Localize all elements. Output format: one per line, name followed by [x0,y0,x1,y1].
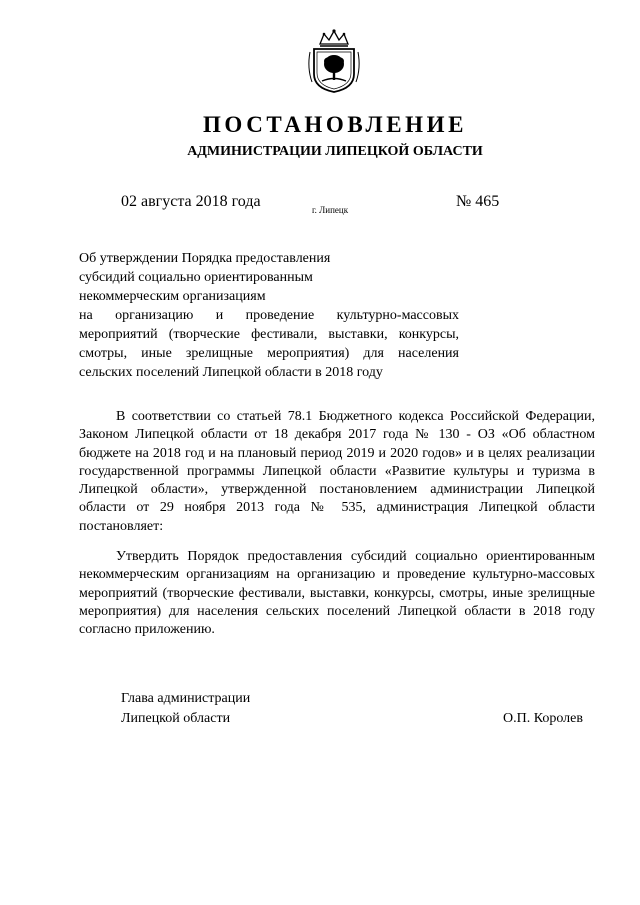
subject-line: сельских поселений Липецкой области в 2018 году [79,365,383,380]
preamble-paragraph: В соответствии со статьей 78.1 Бюджетного кодекса Российской Федерации, Законом Липецкой области от 18 декабря 2017 года № 130 - ОЗ «Об областном бюджете на 2018 год и на плановый период 2019 и 2020 годов» и в целях реализации государственной программы Липецкой области «Развитие культуры и туризма в Липецкой области», утвержденной постановлением администрации Липецкой области от 29 ноября 2013 года № 535, администрация Липецкой области постановляет: [79,409,595,534]
signatory-position-line: Глава администрации [121,691,251,706]
issuing-authority: АДМИНИСТРАЦИИ ЛИПЕЦКОЙ ОБЛАСТИ [187,144,483,159]
document-title: ПОСТАНОВЛЕНИЕ [202,112,468,137]
document-city: г. Липецк [312,205,349,215]
subject-line: на организацию и проведение культурно-массовых [79,308,459,323]
lipetsk-coat-of-arms-icon [306,28,362,94]
document-subject [79,249,459,382]
signatory-name: О.П. Королев [503,711,583,726]
subject-line: некоммерческим организациям [79,289,266,304]
signatory-position [121,689,250,729]
document-number: № 465 [456,193,500,210]
signatory-position-line: Липецкой области [121,711,231,726]
subject-line: мероприятий (творческие фестивали, выставки, конкурсы, [79,327,459,342]
document-date: 02 августа 2018 года [121,193,261,210]
subject-line: смотры, иные зрелищные мероприятия) для населения [79,346,459,361]
subject-line: Об утверждении Порядка предоставления [79,251,331,266]
resolution-paragraph: Утвердить Порядок предоставления субсидий социально ориентированным некоммерческим организациям на организацию и проведение культурно-массовых мероприятий (творческие фестивали, выставки, конкурсы, смотры, иные зрелищные мероприятия) для населения сельских поселений Липецкой области в 2018 году согласно приложению. [79,549,595,638]
subject-line: субсидий социально ориентированным [79,270,313,285]
